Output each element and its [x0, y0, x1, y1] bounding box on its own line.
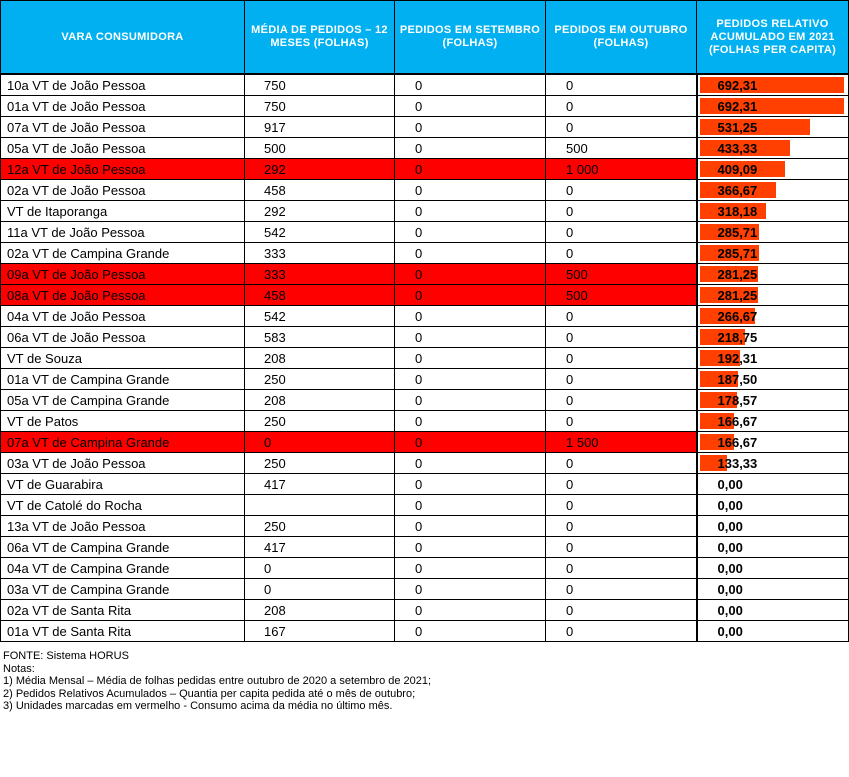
relativo-cell	[697, 306, 849, 327]
table-row	[1, 411, 849, 432]
vara-cell: 07a VT de Campina Grande	[1, 432, 245, 453]
relativo-cell	[697, 432, 849, 453]
setembro-cell: 0	[395, 558, 546, 579]
setembro-cell: 0	[395, 432, 546, 453]
notes-title: Notas:	[3, 662, 35, 675]
table-row	[1, 285, 849, 306]
media-cell	[245, 495, 395, 516]
relativo-cell	[697, 390, 849, 411]
relativo-cell	[697, 74, 849, 96]
setembro-cell: 0	[395, 96, 546, 117]
setembro-cell: 0	[395, 453, 546, 474]
outubro-cell: 0	[546, 243, 697, 264]
outubro-cell: 0	[546, 474, 697, 495]
setembro-cell: 0	[395, 222, 546, 243]
relativo-value: 178,57	[717, 392, 758, 408]
outubro-cell: 0	[546, 327, 697, 348]
table-row	[1, 96, 849, 117]
vara-cell: VT de Guarabira	[1, 474, 245, 495]
vara-cell: 13a VT de João Pessoa	[1, 516, 245, 537]
notes-section	[3, 650, 431, 713]
relativo-value: 531,25	[717, 119, 758, 135]
media-cell: 250	[245, 369, 395, 390]
table-row	[1, 201, 849, 222]
relativo-cell	[697, 579, 849, 600]
setembro-cell: 0	[395, 348, 546, 369]
outubro-cell: 0	[546, 495, 697, 516]
relativo-cell	[697, 201, 849, 222]
outubro-cell: 500	[546, 285, 697, 306]
relativo-value: 692,31	[717, 77, 758, 93]
media-cell: 417	[245, 474, 395, 495]
header-vara: VARA CONSUMIDORA	[1, 1, 245, 75]
media-cell: 458	[245, 180, 395, 201]
vara-cell: VT de Catolé do Rocha	[1, 495, 245, 516]
header-media: MÉDIA DE PEDIDOS – 12 MESES (FOLHAS)	[245, 1, 395, 75]
relativo-value: 133,33	[717, 455, 758, 471]
outubro-cell: 0	[546, 537, 697, 558]
relativo-cell	[697, 327, 849, 348]
outubro-cell: 0	[546, 201, 697, 222]
vara-cell: 01a VT de João Pessoa	[1, 96, 245, 117]
relativo-value: 166,67	[717, 413, 758, 429]
media-cell: 917	[245, 117, 395, 138]
table-row	[1, 264, 849, 285]
media-cell: 750	[245, 96, 395, 117]
setembro-cell: 0	[395, 600, 546, 621]
table-row	[1, 222, 849, 243]
table-row	[1, 579, 849, 600]
media-cell: 333	[245, 243, 395, 264]
relativo-cell	[697, 369, 849, 390]
table-row	[1, 369, 849, 390]
outubro-cell: 0	[546, 558, 697, 579]
relativo-value: 409,09	[717, 161, 758, 177]
relativo-value: 281,25	[717, 287, 758, 303]
vara-cell: 06a VT de João Pessoa	[1, 327, 245, 348]
relativo-value: 0,00	[717, 497, 743, 513]
vara-cell: 12a VT de João Pessoa	[1, 159, 245, 180]
media-cell: 208	[245, 348, 395, 369]
setembro-cell: 0	[395, 327, 546, 348]
setembro-cell: 0	[395, 537, 546, 558]
relativo-cell	[697, 96, 849, 117]
table-row	[1, 474, 849, 495]
relativo-cell	[697, 117, 849, 138]
vara-cell: 01a VT de Santa Rita	[1, 621, 245, 642]
header-relativo: PEDIDOS RELATIVO ACUMULADO EM 2021 (FOLHAS PER CAPITA)	[697, 1, 849, 75]
table-body	[1, 74, 849, 642]
relativo-cell	[697, 243, 849, 264]
outubro-cell: 0	[546, 621, 697, 642]
media-cell: 458	[245, 285, 395, 306]
setembro-cell: 0	[395, 201, 546, 222]
table-row	[1, 306, 849, 327]
outubro-cell: 0	[546, 411, 697, 432]
media-cell: 250	[245, 453, 395, 474]
setembro-cell: 0	[395, 621, 546, 642]
table-row	[1, 138, 849, 159]
relativo-cell	[697, 138, 849, 159]
relativo-value: 0,00	[717, 623, 743, 639]
media-cell: 542	[245, 222, 395, 243]
vara-cell: 08a VT de João Pessoa	[1, 285, 245, 306]
table-row	[1, 432, 849, 453]
outubro-cell: 0	[546, 74, 697, 96]
outubro-cell: 500	[546, 138, 697, 159]
relativo-value: 218,75	[717, 329, 758, 345]
note-item: 2) Pedidos Relativos Acumulados – Quantia per capita pedida até o mês de outubro;	[3, 687, 416, 700]
outubro-cell: 0	[546, 348, 697, 369]
vara-cell: 09a VT de João Pessoa	[1, 264, 245, 285]
vara-cell: 03a VT de Campina Grande	[1, 579, 245, 600]
vara-cell: 07a VT de João Pessoa	[1, 117, 245, 138]
relativo-cell	[697, 537, 849, 558]
relativo-value: 0,00	[717, 560, 743, 576]
outubro-cell: 0	[546, 306, 697, 327]
relativo-value: 166,67	[717, 434, 758, 450]
media-cell: 500	[245, 138, 395, 159]
relativo-cell	[697, 621, 849, 642]
setembro-cell: 0	[395, 264, 546, 285]
relativo-cell	[697, 516, 849, 537]
table-row	[1, 159, 849, 180]
vara-cell: 04a VT de Campina Grande	[1, 558, 245, 579]
media-cell: 292	[245, 201, 395, 222]
media-cell: 167	[245, 621, 395, 642]
vara-cell: 04a VT de João Pessoa	[1, 306, 245, 327]
relativo-cell	[697, 558, 849, 579]
table-row	[1, 348, 849, 369]
media-cell: 0	[245, 579, 395, 600]
vara-cell: 05a VT de João Pessoa	[1, 138, 245, 159]
source-note: FONTE: Sistema HORUS	[3, 650, 129, 662]
outubro-cell: 0	[546, 516, 697, 537]
relativo-cell	[697, 222, 849, 243]
outubro-cell: 0	[546, 579, 697, 600]
vara-cell: 05a VT de Campina Grande	[1, 390, 245, 411]
relativo-value: 0,00	[717, 518, 743, 534]
relativo-value: 692,31	[717, 98, 758, 114]
relativo-value: 0,00	[717, 581, 743, 597]
media-cell: 292	[245, 159, 395, 180]
media-cell: 750	[245, 74, 395, 96]
media-cell: 250	[245, 516, 395, 537]
setembro-cell: 0	[395, 243, 546, 264]
relativo-value: 0,00	[717, 476, 743, 492]
relativo-cell	[697, 474, 849, 495]
vara-cell: 02a VT de Santa Rita	[1, 600, 245, 621]
vara-cell: 03a VT de João Pessoa	[1, 453, 245, 474]
relativo-value: 318,18	[717, 203, 758, 219]
table-row	[1, 180, 849, 201]
relativo-cell	[697, 159, 849, 180]
setembro-cell: 0	[395, 390, 546, 411]
relativo-cell	[697, 411, 849, 432]
vara-cell: 06a VT de Campina Grande	[1, 537, 245, 558]
media-cell: 333	[245, 264, 395, 285]
relativo-cell	[697, 495, 849, 516]
note-item: 1) Média Mensal – Média de folhas pedidas entre outubro de 2020 a setembro de 2021;	[3, 675, 432, 687]
setembro-cell: 0	[395, 117, 546, 138]
outubro-cell: 0	[546, 369, 697, 390]
vara-cell: 01a VT de Campina Grande	[1, 369, 245, 390]
relativo-value: 433,33	[717, 140, 758, 156]
relativo-value: 281,25	[717, 266, 758, 282]
header-outubro: PEDIDOS EM OUTUBRO (FOLHAS)	[546, 1, 697, 75]
relativo-cell	[697, 453, 849, 474]
outubro-cell: 0	[546, 180, 697, 201]
setembro-cell: 0	[395, 159, 546, 180]
vara-cell: 02a VT de João Pessoa	[1, 180, 245, 201]
media-cell: 0	[245, 432, 395, 453]
setembro-cell: 0	[395, 180, 546, 201]
vara-cell: 10a VT de João Pessoa	[1, 74, 245, 96]
setembro-cell: 0	[395, 474, 546, 495]
table-row	[1, 495, 849, 516]
setembro-cell: 0	[395, 285, 546, 306]
relativo-value: 192,31	[717, 350, 758, 366]
table-row	[1, 327, 849, 348]
vara-cell: 11a VT de João Pessoa	[1, 222, 245, 243]
outubro-cell: 500	[546, 264, 697, 285]
setembro-cell: 0	[395, 579, 546, 600]
outubro-cell: 0	[546, 600, 697, 621]
header-setembro: PEDIDOS EM SETEMBRO (FOLHAS)	[395, 1, 546, 75]
outubro-cell: 0	[546, 453, 697, 474]
outubro-cell: 0	[546, 96, 697, 117]
setembro-cell: 0	[395, 138, 546, 159]
table-row	[1, 117, 849, 138]
media-cell: 542	[245, 306, 395, 327]
relativo-cell	[697, 264, 849, 285]
outubro-cell: 1 500	[546, 432, 697, 453]
relativo-value: 187,50	[717, 371, 758, 387]
setembro-cell: 0	[395, 411, 546, 432]
relativo-cell	[697, 285, 849, 306]
table-row	[1, 516, 849, 537]
vara-cell: VT de Patos	[1, 411, 245, 432]
table-row	[1, 558, 849, 579]
media-cell: 208	[245, 600, 395, 621]
relativo-cell	[697, 180, 849, 201]
relativo-value: 285,71	[717, 245, 758, 261]
table-row	[1, 537, 849, 558]
table-row	[1, 390, 849, 411]
table-header-row	[1, 1, 849, 75]
note-item: 3) Unidades marcadas em vermelho - Consumo acima da média no último mês.	[3, 700, 393, 712]
relativo-value: 0,00	[717, 539, 743, 555]
vara-cell: 02a VT de Campina Grande	[1, 243, 245, 264]
media-cell: 208	[245, 390, 395, 411]
setembro-cell: 0	[395, 306, 546, 327]
outubro-cell: 1 000	[546, 159, 697, 180]
table-row	[1, 243, 849, 264]
relativo-value: 285,71	[717, 224, 758, 240]
outubro-cell: 0	[546, 222, 697, 243]
relativo-value: 266,67	[717, 308, 758, 324]
setembro-cell: 0	[395, 516, 546, 537]
setembro-cell: 0	[395, 74, 546, 96]
relativo-value: 0,00	[717, 602, 743, 618]
media-cell: 0	[245, 558, 395, 579]
outubro-cell: 0	[546, 390, 697, 411]
media-cell: 250	[245, 411, 395, 432]
outubro-cell: 0	[546, 117, 697, 138]
media-cell: 583	[245, 327, 395, 348]
table-row	[1, 600, 849, 621]
vara-cell: VT de Souza	[1, 348, 245, 369]
relativo-value: 366,67	[717, 182, 758, 198]
table-row	[1, 453, 849, 474]
relativo-cell	[697, 600, 849, 621]
vara-cell: VT de Itaporanga	[1, 201, 245, 222]
table-row	[1, 621, 849, 642]
setembro-cell: 0	[395, 495, 546, 516]
setembro-cell: 0	[395, 369, 546, 390]
relativo-cell	[697, 348, 849, 369]
media-cell: 417	[245, 537, 395, 558]
table-row	[1, 74, 849, 96]
